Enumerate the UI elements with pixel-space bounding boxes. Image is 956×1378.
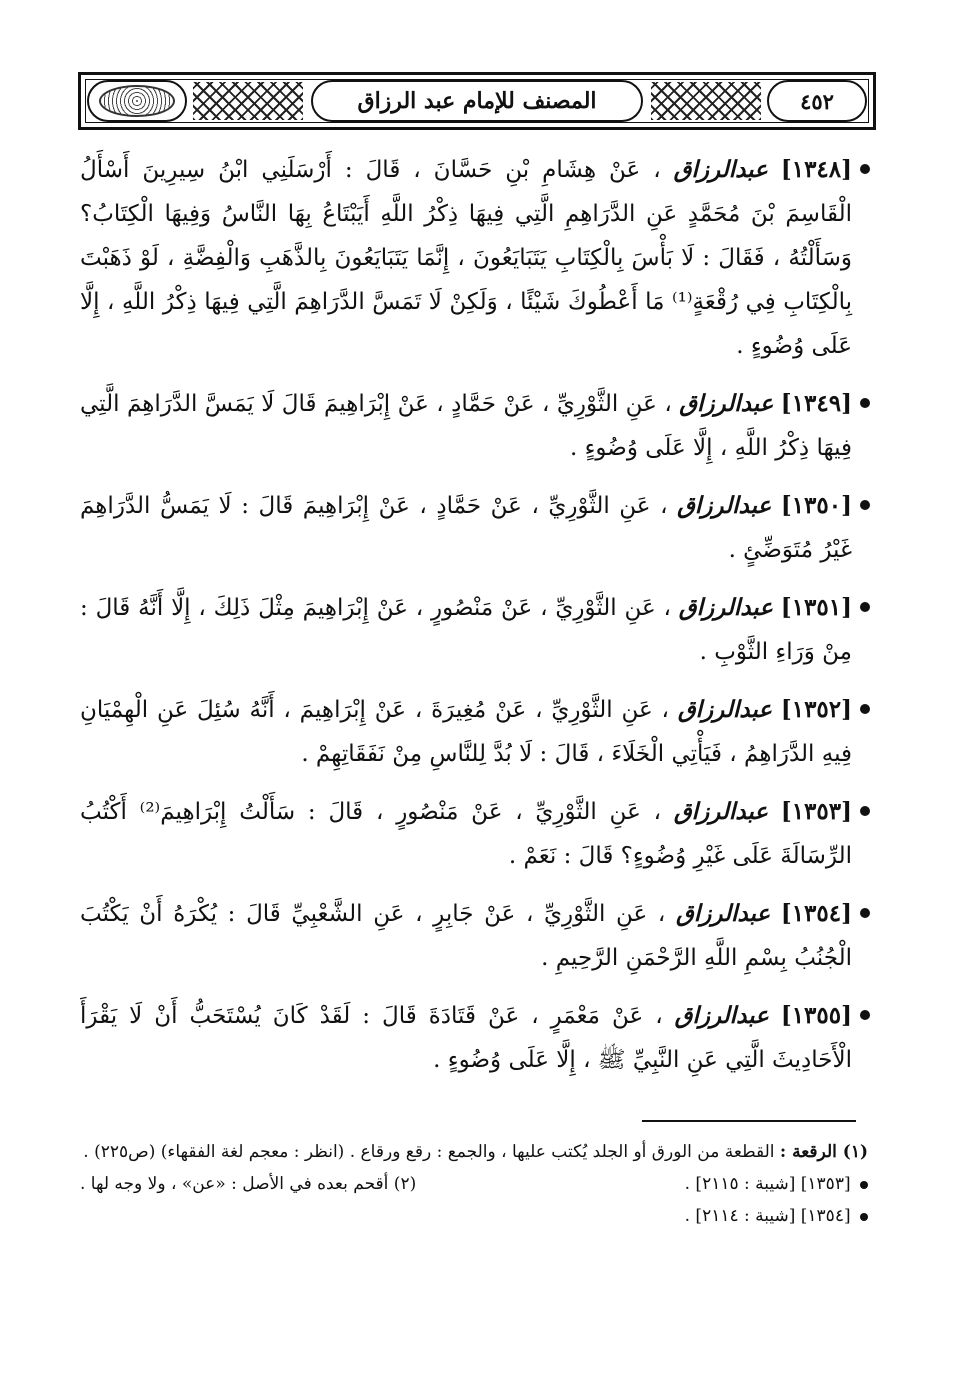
page-number: ٤٥٢ — [800, 88, 834, 114]
hadith-author: عبدالرزاق — [674, 1002, 769, 1029]
bullet-icon — [860, 1010, 870, 1020]
bullet-icon — [860, 806, 870, 816]
hadith-number: [١٣٥١] — [780, 594, 852, 621]
running-title-box — [311, 80, 643, 122]
hadith-author: عبدالرزاق — [673, 156, 768, 183]
reference-1353-text: [١٣٥٣] [شيبة : ٢١١٥] . — [684, 1174, 851, 1194]
hadith-author: عبدالرزاق — [679, 390, 774, 417]
footnote-row — [80, 1168, 868, 1200]
hadith-text: ، عَنْ هِشَامِ بْنِ حَسَّانَ ، قَالَ : أَرْسَلَنِي ابْنُ سِيرِينَ أَسْأَلُ الْقَاسِمَ بْنَ مُحَمَّدٍ عَنِ الدَّرَاهِمِ الَّتِي فِيهَا ذِكْرُ اللَّهِ أَيَبْتَاعُ بِهَا النَّاسُ وَفِيهَا الْكِتَابُ؟ وَسَأَلْتُهُ ، فَقَالَ : لَا بَأْسَ بِالْكِتَابِ يَتَبَايَعُونَ ، إِنَّمَا يَتَبَايَعُونَ بِالذَّهَبِ وَالْفِضَّةِ ، لَوْ ذَهَبْتَ بِالْكِتَابِ فِي رُقْعَةٍ⁽¹⁾ مَا أَعْطُوكَ شَيْئًا ، وَلَكِنْ لَا تَمَسَّ الدَّرَاهِمَ الَّتِي فِيهَا ذِكْرُ اللَّهِ ، إِلَّا عَلَى وُضُوءٍ . — [80, 157, 852, 359]
bullet-icon — [860, 164, 870, 174]
hadith-author: عبدالرزاق — [673, 798, 768, 825]
bullet-icon — [860, 704, 870, 714]
hadith-entry — [80, 994, 870, 1082]
hadith-number: [١٣٥٥] — [780, 1002, 853, 1029]
bullet-icon — [860, 1181, 868, 1189]
hadith-entry — [80, 586, 870, 674]
footnote-1 — [80, 1136, 868, 1168]
hadith-text: ، عَنِ الثَّوْرِيِّ ، عَنْ مُغِيرَةَ ، عَنْ إِبْرَاهِيمَ ، أَنَّهُ سُئِلَ عَنِ الْهِمْيَانِ فِيهِ الدَّرَاهِمُ ، فَيَأْتِي الْخَلَاءَ ، قَالَ : لَا بُدَّ لِلنَّاسِ مِنْ نَفَقَاتِهِمْ . — [80, 697, 852, 767]
footnote-1-text: القطعة من الورق أو الجلد يُكتب عليها ، والجمع : رقع ورقاع . (انظر : معجم لغة الفقهاء) (ص٢٢٥) . — [83, 1142, 775, 1162]
hadith-entry — [80, 790, 870, 878]
hadith-author: عبدالرزاق — [678, 594, 773, 621]
reference-1353 — [685, 1168, 868, 1200]
bullet-icon — [860, 908, 870, 918]
hadith-list — [80, 148, 870, 1096]
footnote-1-label: (١) الرقعة : — [779, 1142, 868, 1162]
publisher-emblem — [87, 80, 187, 122]
hadith-author: عبدالرزاق — [675, 900, 771, 927]
hadith-text: ، عَنِ الثَّوْرِيِّ ، عَنْ حَمَّادٍ ، عَنْ إِبْرَاهِيمَ قَالَ : لَا يَمَسُّ الدَّرَاهِمَ غَيْرُ مُتَوَضِّئٍ . — [80, 493, 852, 563]
hadith-number: [١٣٥٤] — [780, 900, 853, 927]
lattice-ornament-left — [193, 82, 303, 120]
page-header — [78, 72, 876, 130]
bullet-icon — [860, 500, 870, 510]
hadith-number: [١٣٤٨] — [780, 156, 853, 183]
emblem-seal-icon — [99, 85, 175, 117]
bullet-icon — [860, 1213, 868, 1221]
reference-1354-text: [١٣٥٤] [شيبة : ٢١١٤] . — [684, 1206, 851, 1226]
hadith-number: [١٣٤٩] — [780, 390, 852, 417]
reference-1354 — [80, 1200, 868, 1232]
running-title: المصنف للإمام عبد الرزاق — [357, 88, 597, 114]
hadith-text: ، عَنِ الثَّوْرِيِّ ، عَنْ جَابِرٍ ، عَنِ الشَّعْبِيِّ قَالَ : يُكْرَهُ أَنْ يَكْتُبَ الْجُنُبُ بِسْمِ اللَّهِ الرَّحْمَنِ الرَّحِيمِ . — [80, 901, 852, 971]
hadith-text: ، عَنِ الثَّوْرِيِّ ، عَنْ مَنْصُورٍ ، قَالَ : سَأَلْتُ إِبْرَاهِيمَ⁽²⁾ أَكْتُبُ الرِّسَالَةَ عَلَى غَيْرِ وُضُوءٍ؟ قَالَ : نَعَمْ . — [80, 799, 852, 869]
footnote-divider — [642, 1120, 856, 1122]
hadith-text: ، عَنْ مَعْمَرٍ ، عَنْ قَتَادَةَ قَالَ : لَقَدْ كَانَ يُسْتَحَبُّ أَنْ لَا يَقْرَأَ الْأَحَادِيثَ الَّتِي عَنِ النَّبِيِّ ﷺ ، إِلَّا عَلَى وُضُوءٍ . — [80, 1003, 852, 1073]
footnote-2: (٢) أقحم بعده في الأصل : «عن» ، ولا وجه لها . — [80, 1174, 417, 1194]
bullet-icon — [860, 398, 870, 408]
hadith-entry — [80, 892, 870, 980]
hadith-author: عبدالرزاق — [677, 696, 772, 723]
bullet-icon — [860, 602, 870, 612]
hadith-text: ، عَنِ الثَّوْرِيِّ ، عَنْ مَنْصُورٍ ، عَنْ إِبْرَاهِيمَ مِثْلَ ذَلِكَ ، إِلَّا أَنَّهُ قَالَ : مِنْ وَرَاءِ الثَّوْبِ . — [80, 595, 852, 665]
hadith-text: ، عَنِ الثَّوْرِيِّ ، عَنْ حَمَّادٍ ، عَنْ إِبْرَاهِيمَ قَالَ لَا يَمَسَّ الدَّرَاهِمَ الَّتِي فِيهَا ذِكْرُ اللَّهِ ، إِلَّا عَلَى وُضُوءٍ . — [80, 391, 852, 461]
footnotes — [80, 1136, 868, 1232]
hadith-author: عبدالرزاق — [677, 492, 772, 519]
hadith-entry — [80, 484, 870, 572]
lattice-ornament-right — [651, 82, 761, 120]
hadith-number: [١٣٥٠] — [780, 492, 853, 519]
hadith-number: [١٣٥٢] — [780, 696, 853, 723]
hadith-number: [١٣٥٣] — [780, 798, 853, 825]
hadith-entry — [80, 688, 870, 776]
hadith-entry — [80, 148, 870, 368]
hadith-entry — [80, 382, 870, 470]
page-number-badge — [767, 80, 867, 122]
